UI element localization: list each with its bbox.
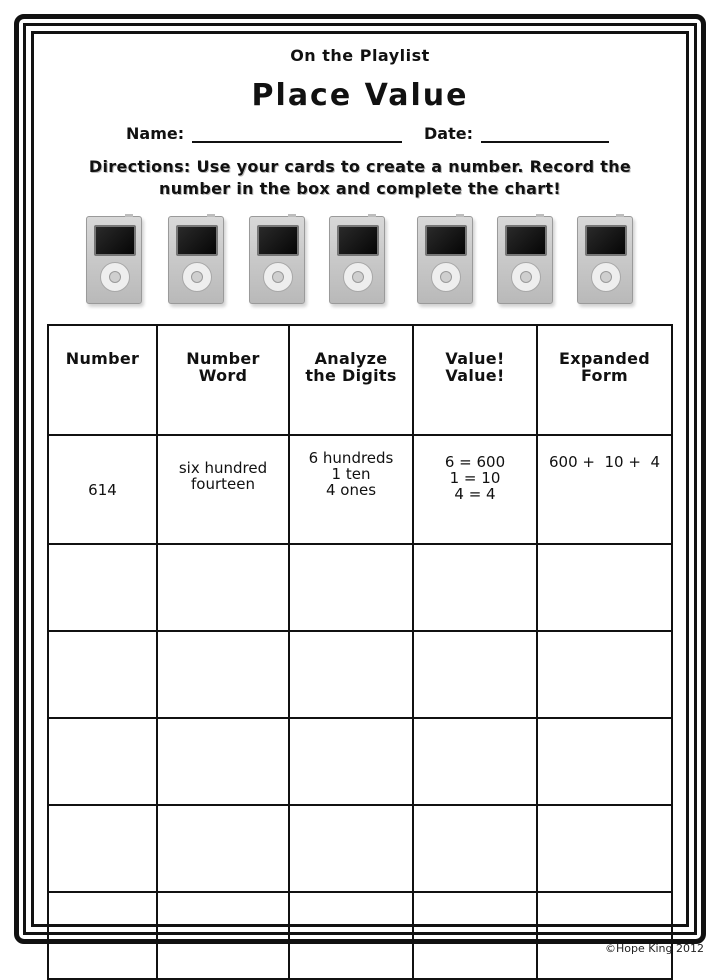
answer-cell[interactable]: [537, 892, 672, 979]
answer-cell[interactable]: [413, 718, 537, 805]
answer-cell[interactable]: [537, 631, 672, 718]
click-wheel-icon: [343, 262, 373, 292]
empty-rows: [48, 544, 672, 979]
directions: [80, 156, 640, 200]
example-word: [157, 435, 289, 544]
music-player-card: [577, 216, 633, 304]
answer-row: [48, 805, 672, 892]
header-number-word-line2: Word: [198, 366, 248, 385]
header-expanded: [537, 325, 672, 435]
answer-cell[interactable]: [413, 544, 537, 631]
example-value: [413, 435, 537, 544]
music-player-card: [249, 216, 305, 304]
center-button: [440, 271, 452, 283]
name-label: Name:: [126, 124, 185, 143]
answer-cell[interactable]: [289, 631, 413, 718]
center-button: [520, 271, 532, 283]
answer-cell[interactable]: [157, 544, 289, 631]
example-value-line1: 6 = 600: [444, 453, 506, 471]
click-wheel-icon: [591, 262, 621, 292]
player-button: [456, 214, 464, 217]
name-field[interactable]: [126, 124, 402, 143]
answer-cell[interactable]: [413, 892, 537, 979]
player-screen: [94, 225, 136, 256]
header-row: [48, 325, 672, 435]
player-button: [368, 214, 376, 217]
player-button: [207, 214, 215, 217]
worksheet-subtitle: On the Playlist: [290, 46, 430, 65]
header-value-line2: Value!: [445, 366, 505, 385]
player-button: [616, 214, 624, 217]
answer-row: [48, 892, 672, 979]
answer-row: [48, 544, 672, 631]
header-analyze: [289, 325, 413, 435]
answer-cell[interactable]: [157, 631, 289, 718]
click-wheel-icon: [182, 262, 212, 292]
example-value-line2: 1 = 10: [449, 469, 501, 487]
answer-cell[interactable]: [289, 718, 413, 805]
answer-cell[interactable]: [48, 892, 157, 979]
header-expanded-line2: Form: [580, 366, 629, 385]
answer-cell[interactable]: [48, 631, 157, 718]
example-word-line2: fourteen: [191, 475, 255, 493]
example-digits: [289, 435, 413, 544]
music-player-card: [86, 216, 142, 304]
header-number: [48, 325, 157, 435]
name-blank[interactable]: [192, 127, 402, 143]
click-wheel-icon: [100, 262, 130, 292]
header-value: [413, 325, 537, 435]
player-screen: [425, 225, 467, 256]
copyright: ©Hope King 2012: [605, 942, 704, 955]
example-word-line1: six hundred: [178, 459, 268, 477]
center-button: [191, 271, 203, 283]
place-value-chart: [47, 324, 673, 980]
example-expanded: 600 + 10 + 4: [537, 435, 672, 544]
example-digits-line2: 1 ten: [331, 465, 371, 483]
directions-line-1: Directions: Use your cards to create a number. Record the: [88, 157, 632, 176]
center-button: [352, 271, 364, 283]
player-screen: [176, 225, 218, 256]
directions-line-2: number in the box and complete the chart!: [159, 179, 561, 198]
answer-cell[interactable]: [289, 544, 413, 631]
music-player-card: [168, 216, 224, 304]
answer-cell[interactable]: [413, 631, 537, 718]
player-button: [125, 214, 133, 217]
click-wheel-icon: [263, 262, 293, 292]
example-digits-line1: 6 hundreds: [308, 449, 394, 467]
answer-cell[interactable]: [537, 805, 672, 892]
worksheet-title: Place Value: [251, 78, 469, 113]
answer-cell[interactable]: [537, 544, 672, 631]
header-number-word-line1: Number: [186, 349, 260, 368]
answer-cell[interactable]: [48, 718, 157, 805]
header-number-text: Number: [65, 349, 140, 368]
example-value-line3: 4 = 4: [454, 485, 496, 503]
header-value-line1: Value!: [445, 349, 505, 368]
example-digits-line3: 4 ones: [325, 481, 377, 499]
answer-cell[interactable]: [289, 892, 413, 979]
answer-cell[interactable]: [48, 805, 157, 892]
answer-row: [48, 631, 672, 718]
click-wheel-icon: [511, 262, 541, 292]
date-label: Date:: [424, 124, 473, 143]
answer-cell[interactable]: [537, 718, 672, 805]
answer-cell[interactable]: [157, 892, 289, 979]
answer-cell[interactable]: [289, 805, 413, 892]
header-expanded-line1: Expanded: [558, 349, 651, 368]
answer-cell[interactable]: [48, 544, 157, 631]
center-button: [109, 271, 121, 283]
center-button: [272, 271, 284, 283]
answer-row: [48, 718, 672, 805]
header-number-word: [157, 325, 289, 435]
date-blank[interactable]: [481, 127, 609, 143]
music-player-card: [329, 216, 385, 304]
date-field[interactable]: [424, 124, 609, 143]
answer-cell[interactable]: [157, 805, 289, 892]
click-wheel-icon: [431, 262, 461, 292]
player-screen: [505, 225, 547, 256]
player-button: [536, 214, 544, 217]
player-screen: [257, 225, 299, 256]
answer-cell[interactable]: [413, 805, 537, 892]
music-player-card: [417, 216, 473, 304]
player-screen: [585, 225, 627, 256]
answer-cell[interactable]: [157, 718, 289, 805]
example-row: [48, 435, 672, 544]
player-button: [288, 214, 296, 217]
center-button: [600, 271, 612, 283]
player-screen: [337, 225, 379, 256]
header-analyze-line2: the Digits: [305, 366, 397, 385]
example-number: 614: [48, 435, 157, 544]
header-analyze-line1: Analyze: [314, 349, 388, 368]
music-player-card: [497, 216, 553, 304]
